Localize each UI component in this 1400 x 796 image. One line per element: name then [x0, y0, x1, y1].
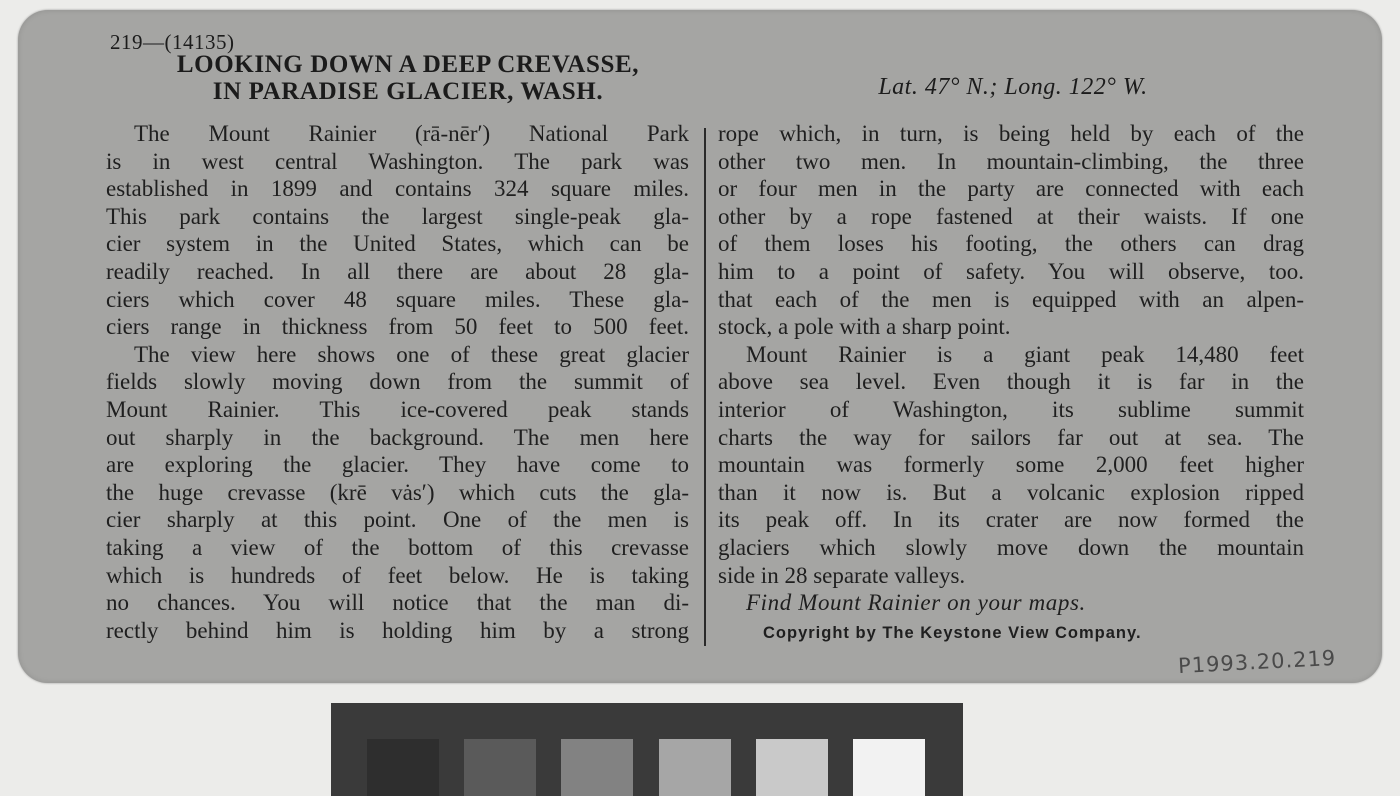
text-line: Mount Rainier. This ice-covered peak stands: [106, 396, 689, 422]
text-line: or four men in the party are connected with each: [718, 176, 1304, 202]
text-line: above sea level. Even though it is far in the: [718, 369, 1304, 395]
text-line: The Mount Rainier (rā-nēr′) National Park: [134, 121, 689, 146]
column-divider: [704, 128, 706, 646]
card-title: [98, 51, 718, 105]
text-line: readily reached. In all there are about 28 gla-: [106, 258, 689, 284]
text-line: side in 28 separate valleys.: [718, 562, 966, 588]
gray-patch: [853, 739, 925, 796]
title-line-1: LOOKING DOWN A DEEP CREVASSE,: [176, 51, 640, 78]
text-line: are exploring the glacier. They have come to: [106, 452, 689, 478]
text-line: taking a view of the bottom of this crevasse: [106, 534, 689, 560]
gray-patch: [464, 739, 536, 796]
find-on-map-note: Find Mount Rainier on your maps.: [746, 590, 1086, 615]
text-line: rectly behind him is holding him by a strong: [106, 617, 689, 643]
text-line: charts the way for sailors far out at sea. The: [718, 424, 1304, 450]
catalog-number: 219—(14135): [110, 30, 235, 54]
text-line: This park contains the largest single-peak gla-: [106, 203, 689, 229]
text-line: other two men. In mountain-climbing, the three: [718, 148, 1304, 174]
title-line-2: IN PARADISE GLACIER, WASH.: [212, 78, 604, 105]
accession-number: P1993.20.219: [1177, 645, 1337, 679]
gray-scale-target: [331, 703, 963, 796]
text-line: ciers which cover 48 square miles. These gla-: [106, 286, 689, 312]
right-text-column: [718, 120, 1304, 589]
text-line: which is hundreds of feet below. He is taking: [106, 562, 689, 588]
gray-patch: [659, 739, 731, 796]
stereoview-card-back: [18, 10, 1382, 683]
text-line: fields slowly moving down from the summit of: [106, 369, 689, 395]
text-line: interior of Washington, its sublime summit: [718, 396, 1304, 422]
text-line: is in west central Washington. The park was: [106, 148, 689, 174]
text-line: glaciers which slowly move down the mountain: [718, 534, 1304, 560]
text-line: cier system in the United States, which can be: [106, 231, 689, 257]
copyright-notice: Copyright by The Keystone View Company.: [763, 624, 1142, 642]
text-line: other by a rope fastened at their waists. If one: [718, 203, 1304, 229]
text-line: that each of the men is equipped with an alpen-: [718, 286, 1304, 312]
gray-patch: [367, 739, 439, 796]
text-line: its peak off. In its crater are now formed the: [718, 507, 1304, 533]
gray-patch: [561, 739, 633, 796]
text-line: than it now is. But a volcanic explosion ripped: [718, 479, 1304, 505]
text-line: cier sharply at this point. One of the men is: [106, 507, 689, 533]
text-line: of them loses his footing, the others can drag: [718, 231, 1304, 257]
gray-patch: [756, 739, 828, 796]
text-line: mountain was formerly some 2,000 feet higher: [718, 452, 1304, 478]
text-line: Mount Rainier is a giant peak 14,480 feet: [746, 341, 1304, 367]
text-line: established in 1899 and contains 324 square miles.: [106, 176, 689, 202]
text-line: The view here shows one of these great glacier: [134, 341, 689, 367]
text-line: ciers range in thickness from 50 feet to 500 feet.: [106, 314, 689, 340]
text-line: out sharply in the background. The men here: [106, 424, 689, 450]
left-text-column: [106, 120, 689, 644]
text-line: him to a point of safety. You will observe, too.: [718, 258, 1304, 284]
text-line: stock, a pole with a sharp point.: [718, 314, 1011, 340]
text-line: the huge crevasse (krē vȧs′) which cuts the gla-: [106, 479, 689, 505]
text-line: rope which, in turn, is being held by each of the: [718, 121, 1304, 146]
lat-long: Lat. 47° N.; Long. 122° W.: [878, 74, 1148, 100]
text-line: no chances. You will notice that the man di-: [106, 590, 689, 616]
